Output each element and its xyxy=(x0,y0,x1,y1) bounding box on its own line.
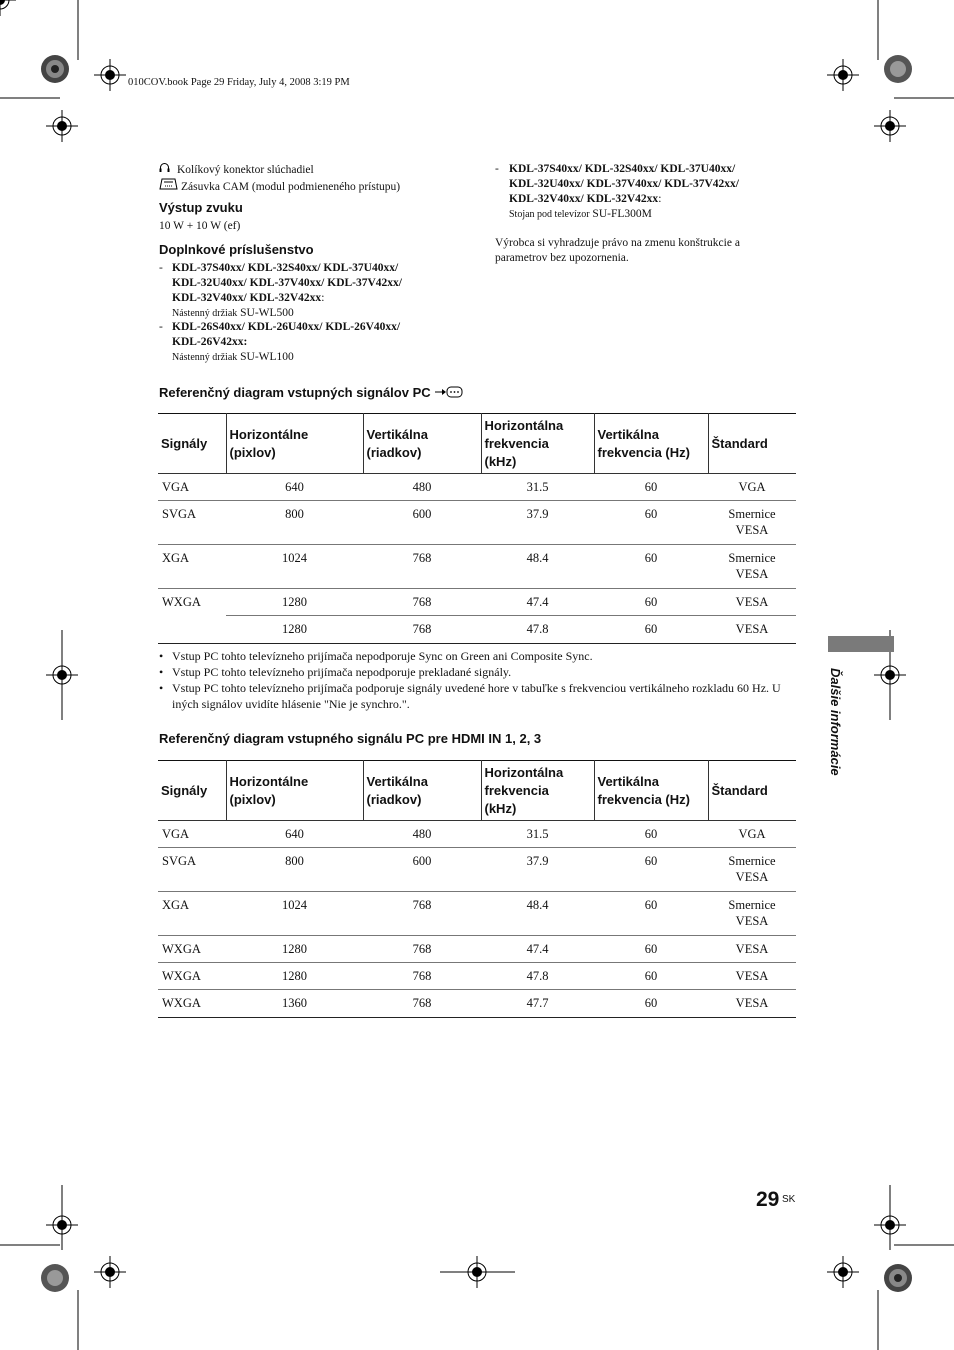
accessories-heading: Doplnkové príslušenstvo xyxy=(159,242,314,257)
accessory-item-2: KDL-26S40xx/ KDL-26U40xx/ KDL-26V40xx/ KDL-26V42xx: Nástenný držiak SU-WL100 xyxy=(172,321,401,363)
table-row: 1280 768 47.8 60 VESA xyxy=(158,616,796,644)
list-item: • Vstup PC tohto televízneho prijímača podporuje signály uvedené hore v tabuľke s frekvenciou vertikálneho rozkladu 60 Hz. U iných signálov uvidíte hlásenie "Nie je synchro.". xyxy=(159,680,799,712)
registration-mark-icon xyxy=(827,59,859,91)
registration-mark-icon xyxy=(827,1256,859,1288)
color-target-icon xyxy=(41,55,69,83)
audio-heading: Výstup zvuku xyxy=(159,200,243,215)
pc-signal-table xyxy=(158,413,796,644)
table-row: WXGA 1280 768 47.4 60 VESA xyxy=(158,589,796,616)
table-row: WXGA 1280 768 47.4 60 VESA xyxy=(158,936,796,963)
hdmi-signal-table xyxy=(158,760,796,1018)
page-language: SK xyxy=(782,1194,796,1205)
pc-input-icon xyxy=(434,385,464,402)
col-signals: Signály xyxy=(161,435,208,451)
col-vertical: Vertikálna (riadkov) xyxy=(363,761,481,821)
table-row: WXGA 1360 768 47.7 60 VESA xyxy=(158,990,796,1018)
table-row: WXGA 1280 768 47.8 60 VESA xyxy=(158,963,796,990)
notes-list xyxy=(159,648,799,712)
page-number: 29 xyxy=(756,1188,780,1211)
registration-mark-icon xyxy=(46,110,78,142)
col-horizontal: Horizontálne (pixlov) xyxy=(226,761,363,821)
col-standard: Štandard xyxy=(708,761,796,821)
headphone-line: Kolíkový konektor slúchadiel xyxy=(159,162,314,178)
sidebar-tab xyxy=(828,636,894,652)
table-row: XGA 1024 768 48.4 60 Smernice VESA xyxy=(158,892,796,936)
file-info: 010COV.book Page 29 Friday, July 4, 2008 3:19 PM xyxy=(128,77,350,88)
table-row: SVGA 800 600 37.9 60 Smernice VESA xyxy=(158,501,796,545)
list-item: • Vstup PC tohto televízneho prijímača nepodporuje Sync on Green ani Composite Sync. xyxy=(159,648,799,664)
audio-value: 10 W + 10 W (ef) xyxy=(159,220,241,232)
col-horizontal: Horizontálne (pixlov) xyxy=(226,414,363,474)
table-header xyxy=(158,414,796,474)
stand-dash: - xyxy=(495,163,499,175)
color-target-icon xyxy=(884,55,912,83)
table-header xyxy=(158,761,796,821)
accessory-item-1: KDL-37S40xx/ KDL-32S40xx/ KDL-37U40xx/ KDL-32U40xx/ KDL-37V40xx/ KDL-37V42xx/ KDL-32V40xx/ KDL-32V42xx: Nástenný držiak SU-WL500 xyxy=(172,262,402,319)
color-target-icon xyxy=(41,1264,69,1292)
headphone-icon xyxy=(159,162,177,178)
cam-line: Zásuvka CAM (modul podmieneného prístupu) xyxy=(159,178,400,195)
cam-slot-icon xyxy=(159,178,181,195)
table2-title: Referenčný diagram vstupného signálu PC pre HDMI IN 1, 2, 3 xyxy=(159,731,542,746)
table-row: XGA 1024 768 48.4 60 Smernice VESA xyxy=(158,545,796,589)
acc2-dash: - xyxy=(159,321,163,333)
col-hfreq: Horizontálna frekvencia (kHz) xyxy=(481,761,594,821)
table1-title: Referenčný diagram vstupných signálov PC xyxy=(159,385,464,402)
table-row: SVGA 800 600 37.9 60 Smernice VESA xyxy=(158,848,796,892)
col-hfreq: Horizontálna frekvencia (kHz) xyxy=(481,414,594,474)
table-row: VGA 640 480 31.5 60 VGA xyxy=(158,821,796,848)
table-row: VGA 640 480 31.5 60 VGA xyxy=(158,474,796,501)
registration-mark-icon xyxy=(874,110,906,142)
registration-mark-icon xyxy=(94,1256,126,1288)
color-target-icon xyxy=(884,1264,912,1292)
col-signals: Signály xyxy=(161,782,208,798)
acc1-dash: - xyxy=(159,262,163,274)
sidebar-section-label: Ďalšie informácie xyxy=(828,668,843,776)
registration-mark-icon xyxy=(94,59,126,91)
list-item: • Vstup PC tohto televízneho prijímača nepodporuje prekladané signály. xyxy=(159,664,799,680)
col-vfreq: Vertikálna frekvencia (Hz) xyxy=(594,414,708,474)
disclaimer: Výrobca si vyhradzuje právo na zmenu konštrukcie a parametrov bez upozornenia. xyxy=(495,237,740,264)
col-vfreq: Vertikálna frekvencia (Hz) xyxy=(594,761,708,821)
col-standard: Štandard xyxy=(708,414,796,474)
stand-item: KDL-37S40xx/ KDL-32S40xx/ KDL-37U40xx/ KDL-32U40xx/ KDL-37V40xx/ KDL-37V42xx/ KDL-32V40xx/ KDL-32V42xx: Stojan pod televízor SU-FL300M xyxy=(509,163,739,220)
col-vertical: Vertikálna (riadkov) xyxy=(363,414,481,474)
